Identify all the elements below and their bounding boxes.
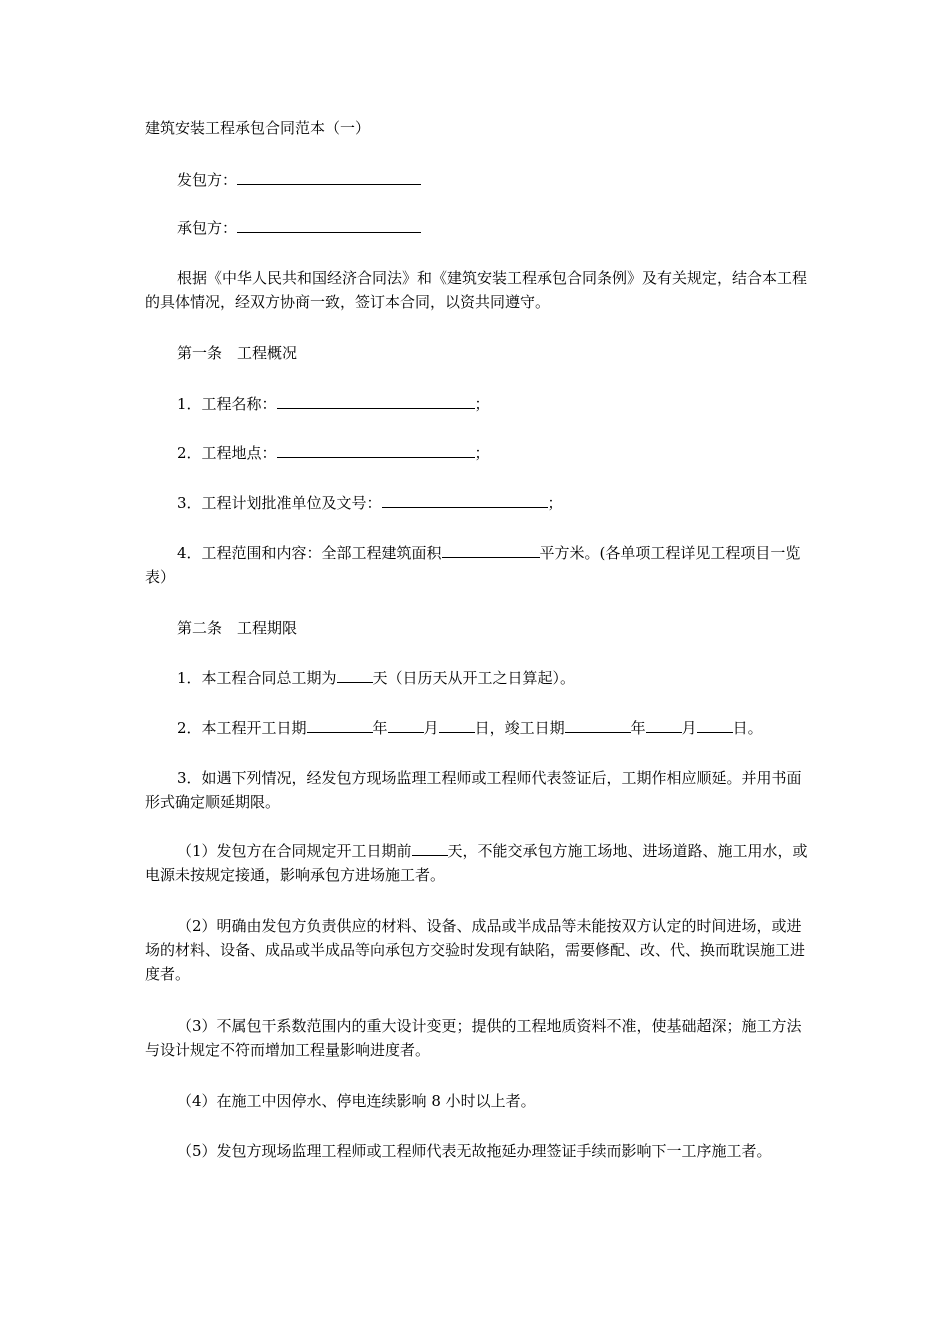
project-location-label: 2．工程地点： <box>177 444 277 462</box>
extension-paragraph: 3．如遇下列情况，经发包方现场监理工程师或工程师代表签证后，工期作相应顺延。并用书面形式确定顺延期限。 <box>145 769 802 811</box>
scope-paragraph <box>145 541 810 589</box>
condition-4-paragraph: （4）在施工中因停水、停电连续影响 8 小时以上者。 <box>177 1092 536 1110</box>
preamble-paragraph: 根据《中华人民共和国经济合同法》和《建筑安装工程承包合同条例》及有关规定，结合本工程的具体情况，经双方协商一致，签订本合同，以资共同遵守。 <box>145 269 808 311</box>
year-label: 年 <box>372 719 388 737</box>
condition-1-paragraph <box>145 839 810 887</box>
condition-2-paragraph: （2）明确由发包方负责供应的材料、设备、成品或半成品等未能按双方认定的时间进场，或进场的材料、设备、成品或半成品等向承包方交验时发现有缺陷，需要修配、改、代、换而耽误施工进度者。 <box>145 917 806 983</box>
duration-text-a: 1．本工程合同总工期为 <box>177 669 337 687</box>
duration-text-b: 天（日历天从开工之日算起）。 <box>372 669 576 687</box>
year-label: 年 <box>630 719 646 737</box>
party-a-blank[interactable] <box>237 168 421 185</box>
total-duration-line <box>177 666 842 690</box>
start-date-label: 2．本工程开工日期 <box>177 719 307 737</box>
condition-5-paragraph: （5）发包方现场监理工程师或工程师代表无故拖延办理签证手续而影响下一工序施工者。 <box>177 1142 772 1160</box>
project-name-line <box>177 392 842 416</box>
month-label: 月 <box>423 719 439 737</box>
party-b-blank[interactable] <box>237 216 421 233</box>
project-name-blank[interactable] <box>277 392 475 409</box>
completion-date-label: 日，竣工日期 <box>474 719 565 737</box>
scope-text-a: 4．工程范围和内容：全部工程建筑面积 <box>177 544 442 562</box>
semicolon: ； <box>474 395 490 413</box>
approval-line <box>177 491 842 515</box>
floor-area-blank[interactable] <box>442 541 540 558</box>
end-day-blank[interactable] <box>697 716 733 733</box>
project-name-label: 1．工程名称： <box>177 395 277 413</box>
party-a-label: 发包方： <box>177 171 238 189</box>
semicolon: ； <box>474 444 490 462</box>
approval-label: 3．工程计划批准单位及文号： <box>177 494 382 512</box>
article1-heading: 第一条 工程概况 <box>177 344 298 362</box>
scope-text-b: 平方米。(各单项工程详见工程项目一览表） <box>145 544 801 586</box>
end-month-blank[interactable] <box>646 716 682 733</box>
party-b-label: 承包方： <box>177 219 238 237</box>
start-month-blank[interactable] <box>388 716 424 733</box>
condition-1-days-blank[interactable] <box>412 839 448 856</box>
condition-1-text-a: （1）发包方在合同规定开工日期前 <box>177 842 412 860</box>
semicolon: ； <box>547 494 563 512</box>
duration-days-blank[interactable] <box>337 666 373 683</box>
party-a-line <box>177 168 842 192</box>
day-label: 日。 <box>732 719 763 737</box>
party-b-line <box>177 216 842 240</box>
dates-line <box>177 716 842 740</box>
article2-heading: 第二条 工程期限 <box>177 619 298 637</box>
condition-1-text-b: 天，不能交承包方施工场地、进场道路、施工用水，或电源未按规定接通，影响承包方进场施工者。 <box>145 842 808 884</box>
month-label: 月 <box>681 719 697 737</box>
project-location-line <box>177 441 842 465</box>
document-title: 建筑安装工程承包合同范本（一） <box>145 119 371 137</box>
approval-blank[interactable] <box>382 491 548 508</box>
end-year-blank[interactable] <box>565 716 631 733</box>
condition-3-paragraph: （3）不属包干系数范围内的重大设计变更；提供的工程地质资料不准，使基础超深；施工方法与设计规定不符而增加工程量影响进度者。 <box>145 1017 802 1059</box>
project-location-blank[interactable] <box>277 441 475 458</box>
start-year-blank[interactable] <box>307 716 373 733</box>
start-day-blank[interactable] <box>439 716 475 733</box>
